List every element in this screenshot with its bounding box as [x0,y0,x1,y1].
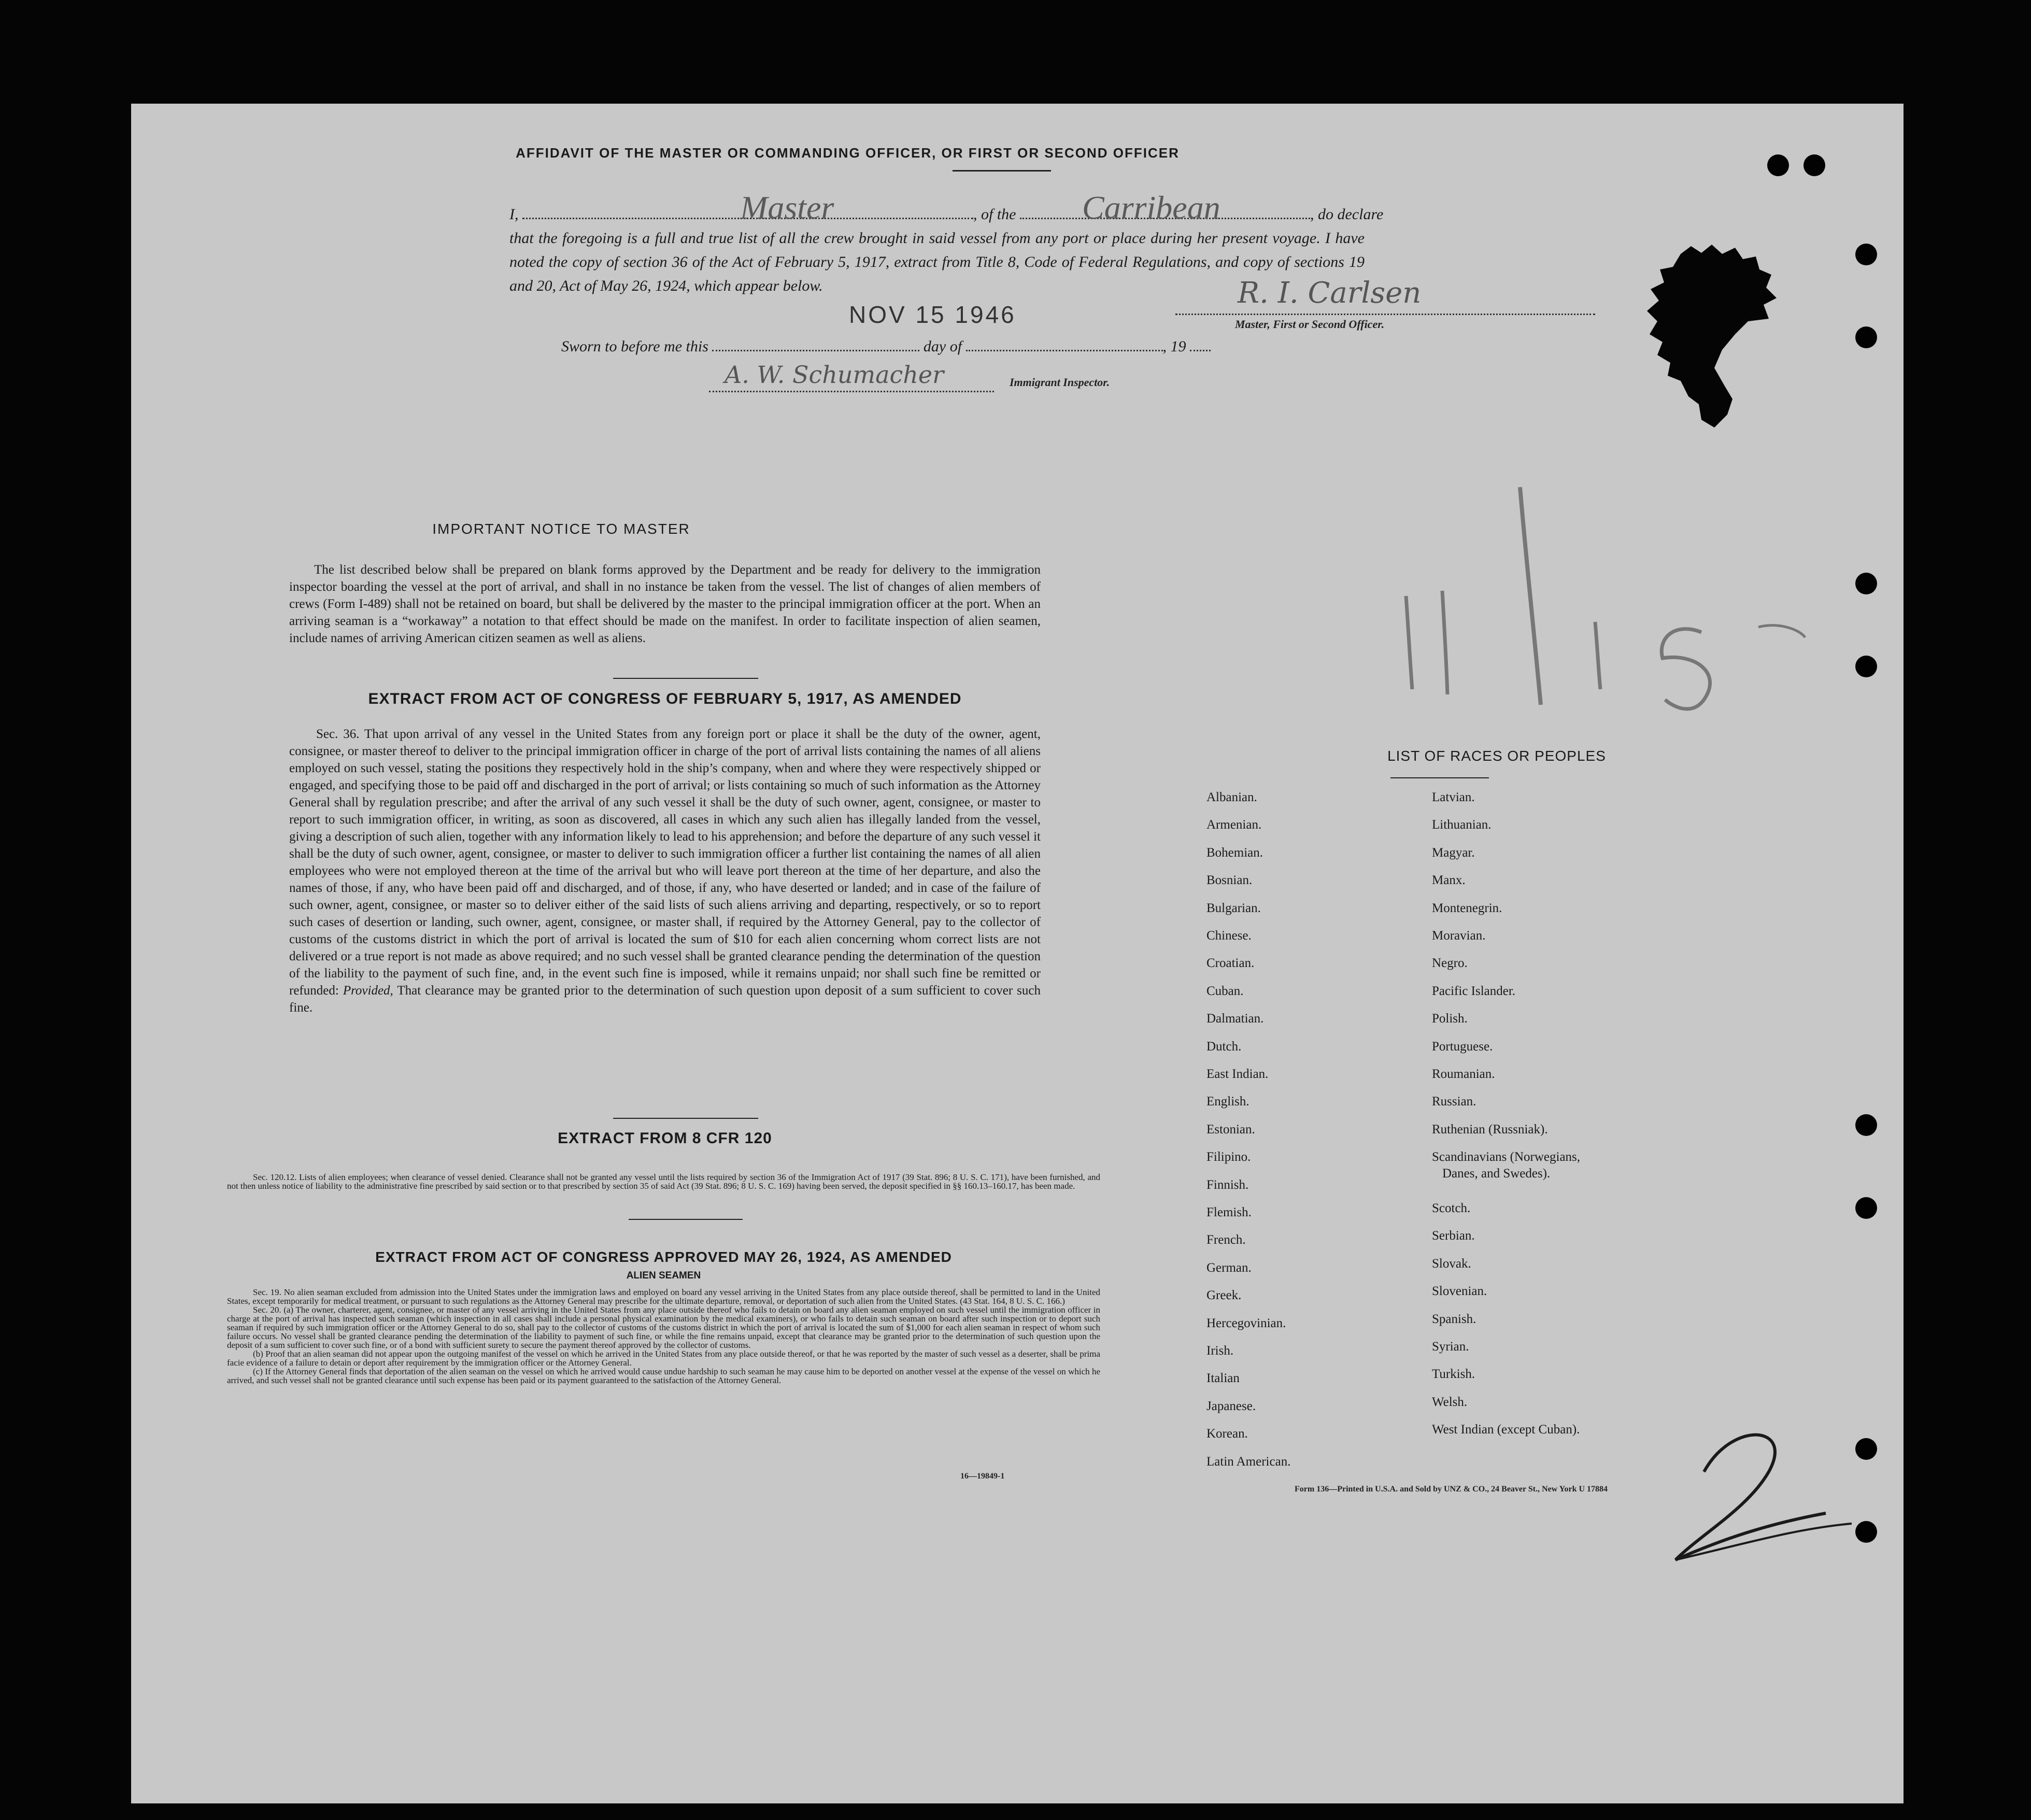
form-code: 16—19849-1 [960,1472,1005,1481]
punch-hole [1855,244,1877,265]
races-divider [1390,777,1489,778]
race-item: Estonian. [1206,1122,1255,1136]
affidavit-title: AFFIDAVIT OF THE MASTER OR COMMANDING OFFICER, OR FIRST OR SECOND OFFICER [516,145,1180,161]
race-item: Lithuanian. [1432,818,1492,832]
extract-cfr-text: Sec. 120.12. Lists of alien employees; when clearance of vessel denied. Clearance shall not be granted any vessel until the lists required by section 36 of the Immigration Act of 1917 (39 Stat. 896; 8 U. S. C. 171), have been furnished, and not then unless notice of liability to the administrative fine prescribed by said section or to that prescribed by section 35 of said Act (39 Stat. 896; 8 U. S. C. 169) having been served, the deposit specified in §§ 160.13–160.17, has been made. [227,1172,1100,1191]
year-field [1190,334,1211,351]
race-item: Moravian. [1432,929,1486,943]
sec-20c-text: (c) If the Attorney General finds that deportation of the alien seaman on the vessel on which he arrived would cause undue hardship to such seaman he may cause him to be deported on another vessel at the expense of the vessel on which he arrived, and such vessel shall not be granted clearance until such expense has been paid or its payment guaranteed to the satisfaction of the Attorney General. [227,1367,1100,1385]
punch-hole [1767,154,1789,176]
sec-36-end: That clearance may be granted prior to the determination of such question upon deposit of a sum sufficient to cover such fine. [289,984,1041,1015]
punch-hole [1855,1438,1877,1460]
notice-text: The list described below shall be prepared on blank forms approved by the Department and be ready for delivery to the immigration inspector boarding the vessel at the port of arrival, and shall in no instance be taken from the vessel. The list of changes of alien members of crews (Form I-489) shall not be retained on board, but shall be delivered by the master to the principal immigration officer at the port. When an arriving seaman is a “workaway” a notation to that effect should be made on the manifest. In order to facilitate inspection of alien seamen, include names of arriving American citizen seamen as well as aliens. [289,563,1041,645]
seal-mark [1644,244,1779,435]
handwritten-inspector: A. W. Schumacher [725,361,944,389]
race-item: Bosnian. [1206,873,1253,888]
race-item: Magyar. [1432,845,1475,860]
punch-hole [1855,573,1877,594]
race-item: Danes, and Swedes). [1442,1166,1551,1181]
punch-hole [1803,154,1825,176]
races-title: LIST OF RACES OR PEOPLES [1387,748,1606,764]
race-item: Filipino. [1206,1150,1251,1164]
race-item: Ruthenian (Russniak). [1432,1122,1548,1136]
race-item: Dutch. [1206,1039,1242,1054]
race-item: Scotch. [1432,1201,1471,1215]
title-underline [953,170,1051,172]
race-item: Cuban. [1206,984,1244,998]
race-item: Latvian. [1432,790,1475,804]
notice-title: IMPORTANT NOTICE TO MASTER [432,521,690,537]
race-item: Finnish. [1206,1177,1249,1192]
race-item: Italian [1206,1371,1240,1386]
race-item: Roumanian. [1432,1067,1495,1081]
date-stamp: NOV 15 1946 [849,301,1016,328]
race-item: Montenegrin. [1432,901,1502,915]
document-page [131,104,1904,1803]
form-footer: Form 136—Printed in U.S.A. and Sold by UNZ & CO., 24 Beaver St., New York U 17884 [1295,1485,1608,1494]
punch-hole [1855,1521,1877,1543]
year-label: , 19 [1162,338,1186,355]
race-item: Flemish. [1206,1205,1252,1219]
race-item: Latin American. [1206,1454,1291,1469]
punch-hole [1855,656,1877,677]
alien-seamen-subtitle: ALIEN SEAMEN [626,1270,701,1281]
inspector-label: Immigrant Inspector. [1010,376,1110,389]
race-item: German. [1206,1260,1252,1275]
extract-1917-text [289,726,1041,1016]
race-item: Chinese. [1206,929,1252,943]
race-item: Spanish. [1432,1312,1476,1326]
race-item: Polish. [1432,1012,1468,1026]
race-item: French. [1206,1233,1246,1247]
race-item: Korean. [1206,1427,1248,1441]
extract-1924-title: EXTRACT FROM ACT OF CONGRESS APPROVED MAY 26, 1924, AS AMENDED [375,1249,952,1265]
race-item: Manx. [1432,873,1466,888]
handwritten-vessel: Carribean [1082,189,1220,226]
do-declare-label: , do declare [1310,206,1384,223]
punch-hole [1855,326,1877,348]
race-item: Russian. [1432,1094,1476,1109]
handwritten-name: Master [740,189,834,226]
race-item: Irish. [1206,1344,1234,1358]
signature-line [1175,276,1595,315]
race-item: Portuguese. [1432,1039,1493,1054]
race-item: Scandinavians (Norwegians, [1432,1150,1581,1164]
sec-36-body: That upon arrival of any vessel in the United States from any foreign port or place it shall be the duty of the owner, agent, consignee, or master thereof to deliver to the principal immigration officer in charge of the port of arrival lists containing the names of all aliens employed on such vessel, stating the positions they respectively hold in the ship’s company, when and where they were respectively shipped or engaged, and specifying those to be paid off and discharged in the port of arrival; or lists containing so much of such information as the Attorney General shall by regulation prescribe; and after the arrival of any such vessel it shall be the duty of such owner, agent, consignee, or master to report to such immigration officer, in writing, as soon as discovered, all cases in which any such alien has illegally landed from the vessel, giving a description of such alien, together with any information likely to lead to his apprehension; and before the departure of any such vessel it shall be the duty of such owner, agent, consignee, or master to deliver to such immigration officer a further list containing the names of all alien employees who were not employed thereon at the time of the arrival but who will leave port thereon at the time of her departure, and also the names of those, if any, who have been paid off and discharged, and of those, if any, who have deserted or landed; and in case of the failure of such owner, agent, consignee, or master so to deliver either of the said lists of such aliens arriving and departing, respectively, or so to report such cases of desertion or landing, such owner, agent, consignee, or master shall, if required by the Attorney General, pay to the collector of customs of the customs district in which the port of arrival is located the sum of $10 for each alien concerning whom correct lists are not delivered or a true report is not made as above required; and no such vessel shall be granted clearance pending the determination of the question of the liability to the payment of such fine, and, in the event such fine is imposed, while it remains unpaid; nor shall such fine be remitted or refunded: [289,727,1041,998]
race-item: Albanian. [1206,790,1257,804]
sworn-line [561,334,1390,359]
handwritten-date-note [1385,466,1810,736]
race-item: Bohemian. [1206,845,1263,860]
race-item: Greek. [1206,1288,1242,1303]
month-field [966,334,1163,351]
race-item: Hercegovinian. [1206,1316,1286,1330]
extract-1924-text [227,1288,1100,1385]
handwritten-page-number [1665,1410,1862,1565]
inspector-line [709,361,994,392]
race-item: English. [1206,1094,1249,1109]
punch-hole [1855,1114,1877,1136]
race-item: Croatian. [1206,956,1255,971]
name-field [522,189,973,226]
of-the-label: , of the [973,206,1016,223]
race-item: Syrian. [1432,1340,1469,1354]
race-item: Armenian. [1206,818,1262,832]
sec-20b-text: (b) Proof that an alien seaman did not appear upon the outgoing manifest of the vessel on which he arrived in the United States from any place outside thereof, or that he was reported by the master of such vessel as a deserter, shall be prima facie evidence of a failure to detain or deport after requirement by the immigration officer or the Attorney General. [227,1349,1100,1368]
race-item: Slovak. [1432,1256,1471,1271]
sec-19-text: Sec. 19. No alien seaman excluded from admission into the United States under the immigration laws and employed on board any vessel arriving in the United States from any place outside thereof, shall be permitted to land in the United States, except temporarily for medical treatment, or pursuant to such regulations as the Attorney General may prescribe for the ultimate departure, removal, or deportation of such alien from the United States. (43 Stat. 164, 8 U. S. C. 166.) [227,1287,1100,1306]
day-field [712,334,919,351]
race-item: Turkish. [1432,1367,1475,1382]
divider-1 [613,678,758,679]
extract-cfr-title: EXTRACT FROM 8 CFR 120 [558,1130,772,1147]
sworn-label: Sworn to before me this [561,338,708,355]
punch-hole [1855,1197,1877,1219]
race-item: Welsh. [1432,1395,1468,1409]
sec-20a-text: Sec. 20. (a) The owner, charterer, agent, consignee, or master of any vessel arriving in the United States from any place outside thereof who fails to detain on board any alien seaman employed on such vessel until the immigration officer in charge at the port of arrival has inspected such seaman (which inspection in all cases shall include a personal physical examination by the medical examiners), or who fails to detain such seaman on board after such inspection or to deport such seaman if required by such immigration officer or the Attorney General to do so, shall pay to the collector of customs of the customs district in which the port of arrival is located the sum of $1,000 for each alien seaman in respect of whom such failure occurs. No vessel shall be granted clearance pending the determination of the liability to payment of such fine, or while the fine remains unpaid, except that clearance may be granted prior to the determination of such question upon the deposit of a sum sufficient to cover such fine, or of a bond with sufficient surety to secure the payment thereof approved by the collector of customs. [227,1305,1100,1350]
handwritten-signature: R. I. Carlsen [1238,276,1422,310]
divider-3 [629,1219,743,1220]
divider-2 [613,1118,758,1119]
race-item: Japanese. [1206,1399,1256,1413]
race-item: West Indian (except Cuban). [1432,1423,1580,1437]
race-item: Serbian. [1432,1229,1475,1243]
race-item: Bulgarian. [1206,901,1261,915]
vessel-field [1020,189,1310,226]
race-item: Pacific Islander. [1432,984,1516,998]
sec-36-label: Sec. 36. [316,727,360,741]
provided-label: Provided, [343,984,393,998]
officer-label: Master, First or Second Officer. [1235,318,1385,331]
race-item: East Indian. [1206,1067,1269,1081]
i-label: I, [509,206,519,223]
race-item: Dalmatian. [1206,1012,1264,1026]
race-item: Slovenian. [1432,1284,1487,1299]
extract-1917-title: EXTRACT FROM ACT OF CONGRESS OF FEBRUARY 5, 1917, AS AMENDED [368,690,962,707]
race-item: Negro. [1432,956,1468,971]
declaration-text: that the foregoing is a full and true list of all the crew brought in said vessel from any port or place during her present voyage. I have noted the copy of section 36 of the Act of February 5, 1917, extract from Title 8, Code of Federal Regulations, and copy of sections 19 and 20, Act of May 26, 1924, which appear below. [509,230,1365,294]
day-of-label: day of [923,338,962,355]
